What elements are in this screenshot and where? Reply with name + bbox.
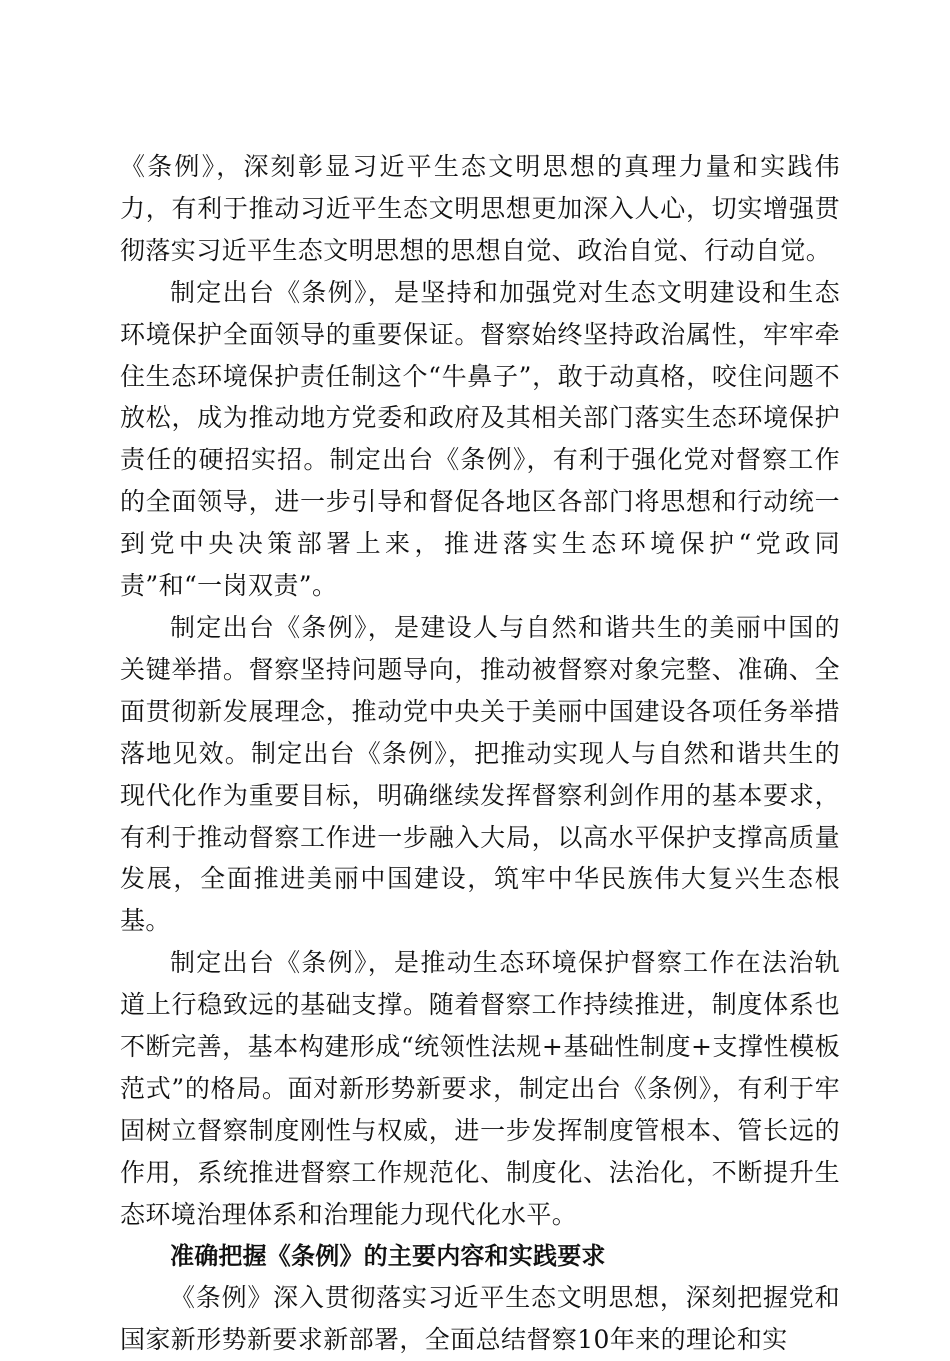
paragraph: 制定出台《条例》，是推动生态环境保护督察工作在法治轨道上行稳致远的基础支撑。随着督察工作持续推进，制度体系也不断完善，基本构建形成“统领性法规+基础性制度+支撑性模板范式”的格局。面对新形势新要求，制定出台《条例》，有利于牢固树立督察制度刚性与权威，进一步发挥制度管根本、管长远的作用，系统推进督察工作规范化、制度化、法治化，不断提升生态环境治理体系和治理能力现代化水平。 <box>120 948 840 1229</box>
document-body <box>120 146 840 1361</box>
paragraph-truncated: 《条例》深入贯彻落实习近平生态文明思想，深刻把握党和国家新形势新要求新部署，全面总结督察10年来的理论和实 <box>120 1283 840 1355</box>
paragraph: 制定出台《条例》，是坚持和加强党对生态文明建设和生态环境保护全面领导的重要保证。督察始终坚持政治属性，牢牢牵住生态环境保护责任制这个“牛鼻子”，敢于动真格，咬住问题不放松，成为推动地方党委和政府及其相关部门落实生态环境保护责任的硬招实招。制定出台《条例》，有利于强化党对督察工作的全面领导，进一步引导和督促各地区各部门将思想和行动统一到党中央决策部署上来，推进落实生态环境保护“党政同责”和“一岗双责”。 <box>120 277 840 601</box>
section-heading: 准确把握《条例》的主要内容和实践要求 <box>170 1241 606 1270</box>
paragraph-continued: 《条例》，深刻彰显习近平生态文明思想的真理力量和实践伟力，有利于推动习近平生态文明思想更加深入人心，切实增强贯彻落实习近平生态文明思想的思想自觉、政治自觉、行动自觉。 <box>120 152 840 265</box>
paragraph: 制定出台《条例》，是建设人与自然和谐共生的美丽中国的关键举措。督察坚持问题导向，推动被督察对象完整、准确、全面贯彻新发展理念，推动党中央关于美丽中国建设各项任务举措落地见效。制定出台《条例》，把推动实现人与自然和谐共生的现代化作为重要目标，明确继续发挥督察利剑作用的基本要求，有利于推动督察工作进一步融入大局，以高水平保护支撑高质量发展，全面推进美丽中国建设，筑牢中华民族伟大复兴生态根基。 <box>120 612 840 936</box>
